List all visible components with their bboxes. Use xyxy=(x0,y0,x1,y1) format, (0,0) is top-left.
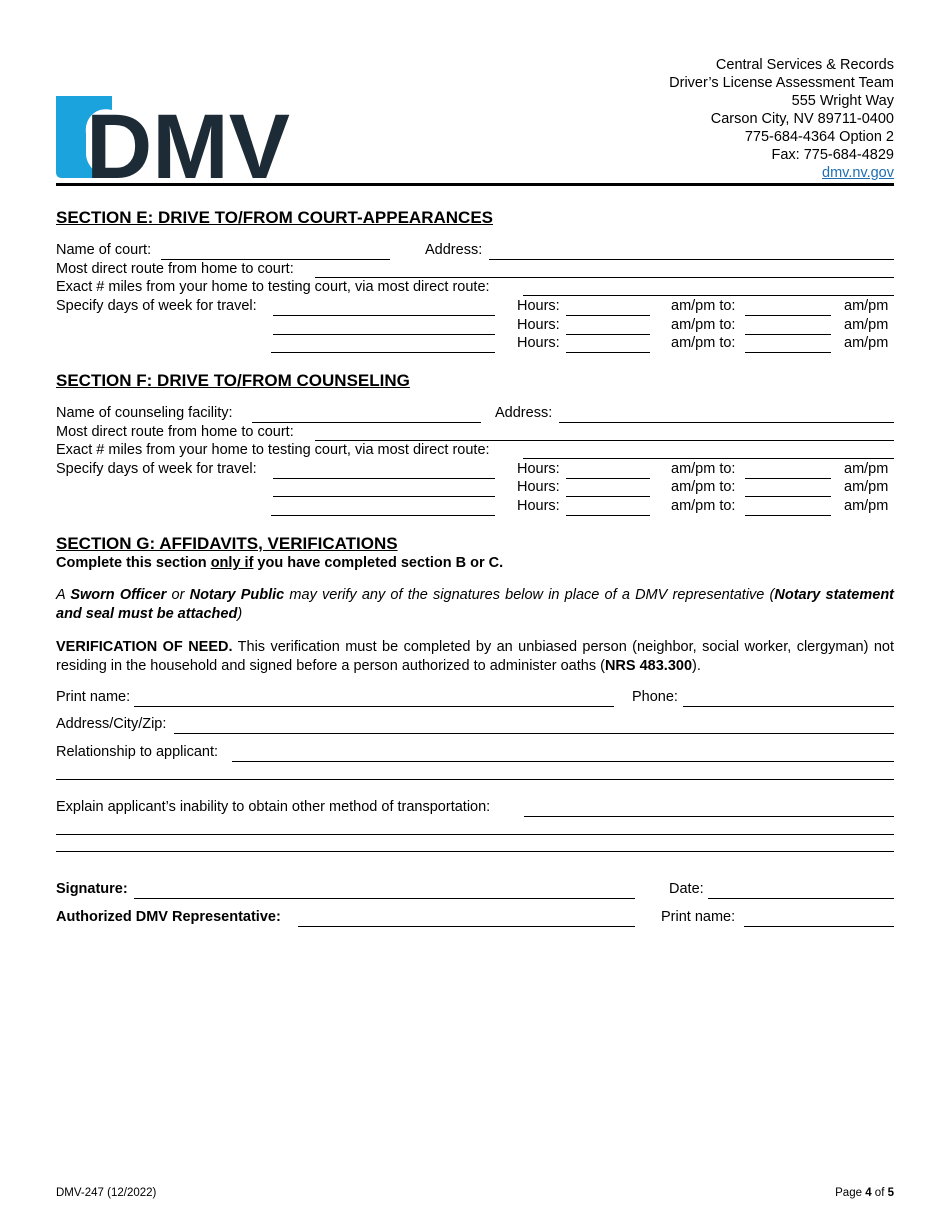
hours-label: Hours: xyxy=(517,498,560,514)
explain-label: Explain applicant’s inability to obtain other method of transportation: xyxy=(56,799,491,815)
verifier-print-name-label: Print name: xyxy=(56,689,131,705)
facility-hours-to-1[interactable] xyxy=(745,478,831,479)
facility-address-field[interactable] xyxy=(559,422,894,423)
facility-miles-label: Exact # miles from your home to testing court, via most direct route: xyxy=(56,442,490,458)
note-text: A xyxy=(56,587,71,603)
court-address-label: Address: xyxy=(425,242,483,258)
ampm-label: am/pm xyxy=(844,479,889,495)
ampm-to-label: am/pm to: xyxy=(671,335,736,351)
ampm-label: am/pm xyxy=(844,317,889,333)
signature-field[interactable] xyxy=(134,898,635,899)
court-route-label: Most direct route from home to court: xyxy=(56,261,294,277)
section-e-title: SECTION E: DRIVE TO/FROM COURT-APPEARANCES xyxy=(56,208,493,227)
facility-days-field-1[interactable] xyxy=(273,478,495,479)
section-g-title: SECTION G: AFFIDAVITS, VERIFICATIONS xyxy=(56,534,398,553)
verification-text: ). xyxy=(692,658,701,674)
court-hours-from-3[interactable] xyxy=(566,352,650,353)
facility-miles-field[interactable] xyxy=(523,458,894,459)
hours-label: Hours: xyxy=(517,335,560,351)
facility-route-label: Most direct route from home to court: xyxy=(56,424,294,440)
facility-days-field-2[interactable] xyxy=(273,496,495,497)
section-f-title: SECTION F: DRIVE TO/FROM COUNSELING xyxy=(56,371,410,390)
ampm-to-label: am/pm to: xyxy=(671,498,736,514)
facility-hours-to-2[interactable] xyxy=(745,496,831,497)
note-notary-public: Notary Public xyxy=(189,587,285,603)
signature-label: Signature: xyxy=(56,881,128,897)
court-miles-field[interactable] xyxy=(523,295,894,296)
court-name-field[interactable] xyxy=(161,259,390,260)
verification-paragraph xyxy=(56,638,894,676)
hours-label: Hours: xyxy=(517,298,560,314)
facility-hours-from-1[interactable] xyxy=(566,478,650,479)
date-field[interactable] xyxy=(708,898,894,899)
ampm-label: am/pm xyxy=(844,498,889,514)
website-link[interactable]: dmv.nv.gov xyxy=(822,165,894,181)
court-hours-from-1[interactable] xyxy=(566,315,650,316)
facility-hours-to-3[interactable] xyxy=(745,515,831,516)
rep-print-name-field[interactable] xyxy=(744,926,894,927)
court-address-field[interactable] xyxy=(489,259,894,260)
facility-route-field[interactable] xyxy=(315,440,894,441)
dmv-rep-label: Authorized DMV Representative: xyxy=(56,909,281,925)
facility-days-label: Specify days of week for travel: xyxy=(56,461,257,477)
phone-line: 775-684-4364 Option 2 xyxy=(744,129,894,145)
explain-field-line-3[interactable] xyxy=(56,851,894,852)
court-name-label: Name of court: xyxy=(56,242,152,258)
section-g-instruction xyxy=(56,555,503,572)
logo-text: DMV xyxy=(86,96,290,180)
address-line: Driver’s License Assessment Team xyxy=(669,75,894,91)
note-text: or xyxy=(166,587,190,603)
instruction-text: you have completed section B or C. xyxy=(253,555,504,571)
relationship-field[interactable] xyxy=(232,761,894,762)
ampm-to-label: am/pm to: xyxy=(671,461,736,477)
dmv-logo xyxy=(56,96,290,180)
explain-field[interactable] xyxy=(524,816,894,817)
note-sworn-officer: Sworn Officer xyxy=(70,587,167,603)
ampm-label: am/pm xyxy=(844,335,889,351)
court-days-field-3[interactable] xyxy=(271,352,495,353)
ampm-label: am/pm xyxy=(844,461,889,477)
court-hours-to-1[interactable] xyxy=(745,315,831,316)
ampm-to-label: am/pm to: xyxy=(671,479,736,495)
court-hours-to-3[interactable] xyxy=(745,352,831,353)
hours-label: Hours: xyxy=(517,317,560,333)
nrs-reference: NRS 483.300 xyxy=(604,658,693,674)
facility-address-label: Address: xyxy=(495,405,553,421)
address-line: 555 Wright Way xyxy=(791,93,894,109)
note-text: ) xyxy=(237,606,243,622)
ampm-to-label: am/pm to: xyxy=(671,317,736,333)
verifier-print-name-field[interactable] xyxy=(134,706,614,707)
note-text: may verify any of the signatures below in place of a DMV representative ( xyxy=(284,587,775,603)
court-hours-to-2[interactable] xyxy=(745,334,831,335)
ampm-to-label: am/pm to: xyxy=(671,298,736,314)
page-word: Page xyxy=(835,1187,866,1199)
page-total: 5 xyxy=(887,1187,894,1199)
court-days-field-1[interactable] xyxy=(273,315,495,316)
header-divider xyxy=(56,183,894,186)
instruction-only-if: only if xyxy=(210,555,254,571)
hours-label: Hours: xyxy=(517,461,560,477)
address-line: Carson City, NV 89711-0400 xyxy=(710,111,894,127)
note-notary-seal: Notary statement and seal must be attached xyxy=(56,587,895,622)
court-days-label: Specify days of week for travel: xyxy=(56,298,257,314)
court-days-field-2[interactable] xyxy=(273,334,495,335)
verifier-phone-field[interactable] xyxy=(683,706,894,707)
verifier-phone-label: Phone: xyxy=(632,689,678,705)
facility-name-label: Name of counseling facility: xyxy=(56,405,233,421)
sworn-officer-note xyxy=(56,586,894,624)
explain-field-line-2[interactable] xyxy=(56,834,894,835)
verification-text: This verification must be completed by an unbiased person (neighbor, social worker, clergyman) not residing in the household and signed before a person authorized to administer oaths ( xyxy=(56,639,894,674)
date-label: Date: xyxy=(669,881,704,897)
court-hours-from-2[interactable] xyxy=(566,334,650,335)
ampm-label: am/pm xyxy=(844,298,889,314)
relationship-label: Relationship to applicant: xyxy=(56,744,219,760)
page-of: of xyxy=(871,1187,888,1199)
hours-label: Hours: xyxy=(517,479,560,495)
facility-days-field-3[interactable] xyxy=(271,515,495,516)
verifier-address-label: Address/City/Zip: xyxy=(56,716,167,732)
fax-line: Fax: 775-684-4829 xyxy=(771,147,894,163)
rep-print-name-label: Print name: xyxy=(661,909,736,925)
verification-heading: VERIFICATION OF NEED. xyxy=(56,639,233,655)
form-id: DMV-247 (12/2022) xyxy=(56,1187,157,1199)
verifier-address-field[interactable] xyxy=(174,733,894,734)
dmv-rep-field[interactable] xyxy=(298,926,635,927)
page-current: 4 xyxy=(865,1187,872,1199)
address-line: Central Services & Records xyxy=(715,57,894,73)
facility-name-field[interactable] xyxy=(252,422,481,423)
instruction-text: Complete this section xyxy=(56,555,211,571)
agency-address xyxy=(669,56,894,182)
facility-hours-from-2[interactable] xyxy=(566,496,650,497)
relationship-field-line-2[interactable] xyxy=(56,779,894,780)
page-number xyxy=(835,1187,894,1199)
court-route-field[interactable] xyxy=(315,277,894,278)
court-miles-label: Exact # miles from your home to testing court, via most direct route: xyxy=(56,279,490,295)
facility-hours-from-3[interactable] xyxy=(566,515,650,516)
